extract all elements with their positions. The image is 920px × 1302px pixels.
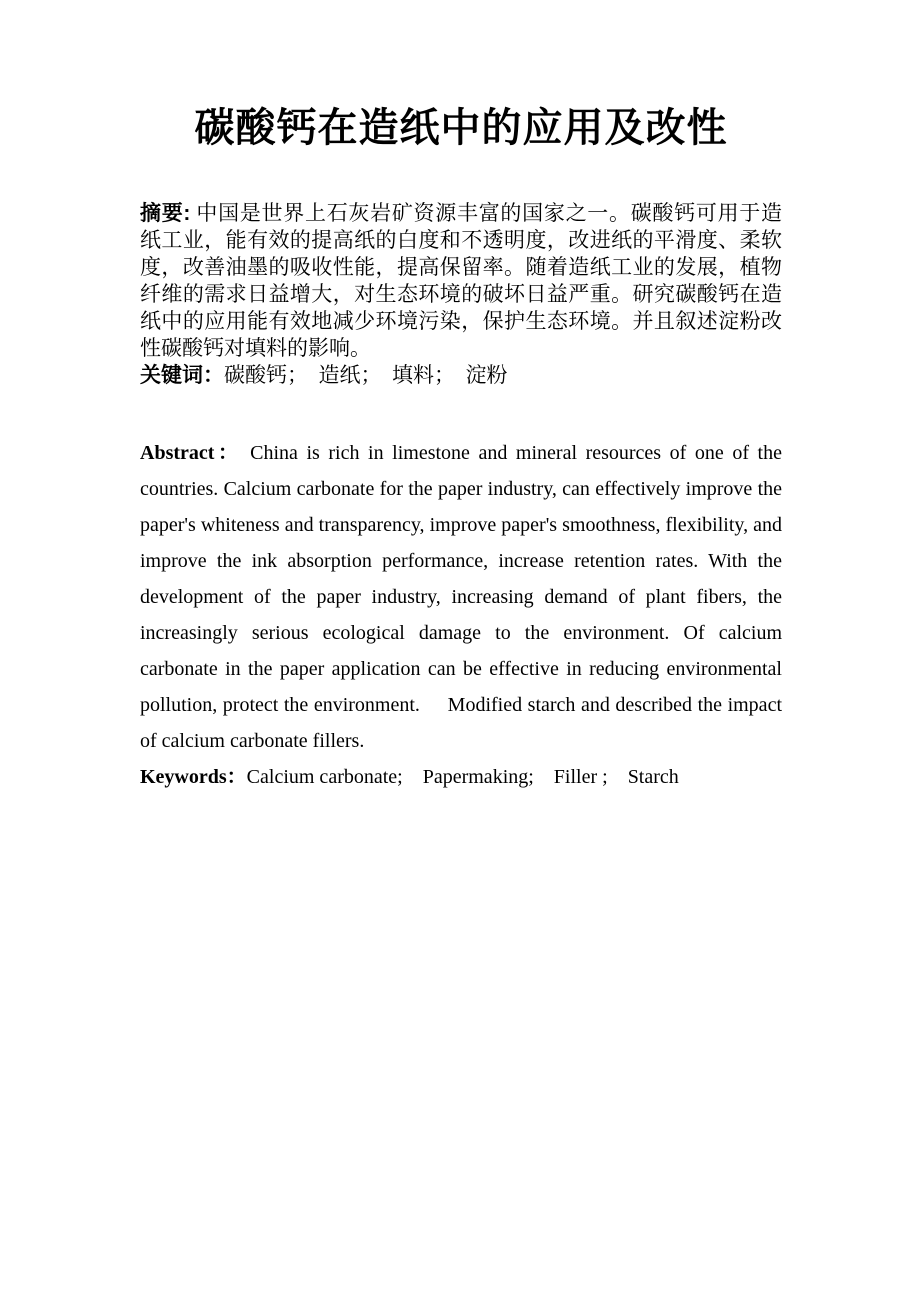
keywords-cn-line: [140, 362, 782, 389]
keywords-en-line: [140, 759, 782, 795]
keywords-en-label: Keywords：: [140, 766, 247, 788]
document-title: 碳酸钙在造纸中的应用及改性: [194, 106, 728, 150]
keywords-en-text: Calcium carbonate; Papermaking; Filler ; Starch: [246, 766, 679, 788]
abstract-en-text: China is rich in limestone and mineral resources of one of the countries. Calcium carbonate for the paper industry, can effectively improve the paper's whiteness and transparency, improve paper's smoothness, flexibility, and improve the ink absorption performance, increase retention rates. With the development of the paper industry, increasing demand of plant fibers, the increasingly serious ecological damage to the environment. Of calcium carbonate in the paper application can be effective in reducing environmental pollution, protect the environment. Modified starch and described the impact of calcium carbonate fillers.: [140, 442, 787, 752]
abstract-cn-text: 中国是世界上石灰岩矿资源丰富的国家之一。碳酸钙可用于造纸工业，能有效的提高纸的白度和不透明度，改进纸的平滑度、柔软度，改善油墨的吸收性能，提高保留率。随着造纸工业的发展，植物纤维的需求日益增大，对生态环境的破坏日益严重。研究碳酸钙在造纸中的应用能有效地减少环境污染，保护生态环境。并且叙述淀粉改性碳酸钙对填料的影响。: [140, 201, 783, 360]
keywords-cn-label: 关键词：: [140, 364, 224, 387]
abstract-cn-label: 摘要:: [140, 202, 191, 225]
abstract-en-label: Abstract：: [140, 442, 242, 464]
document-content: [0, 104, 920, 795]
abstract-en-paragraph: [140, 435, 787, 759]
keywords-cn-text: 碳酸钙； 造纸； 填料； 淀粉: [224, 363, 508, 387]
abstract-cn-paragraph: [140, 200, 782, 362]
